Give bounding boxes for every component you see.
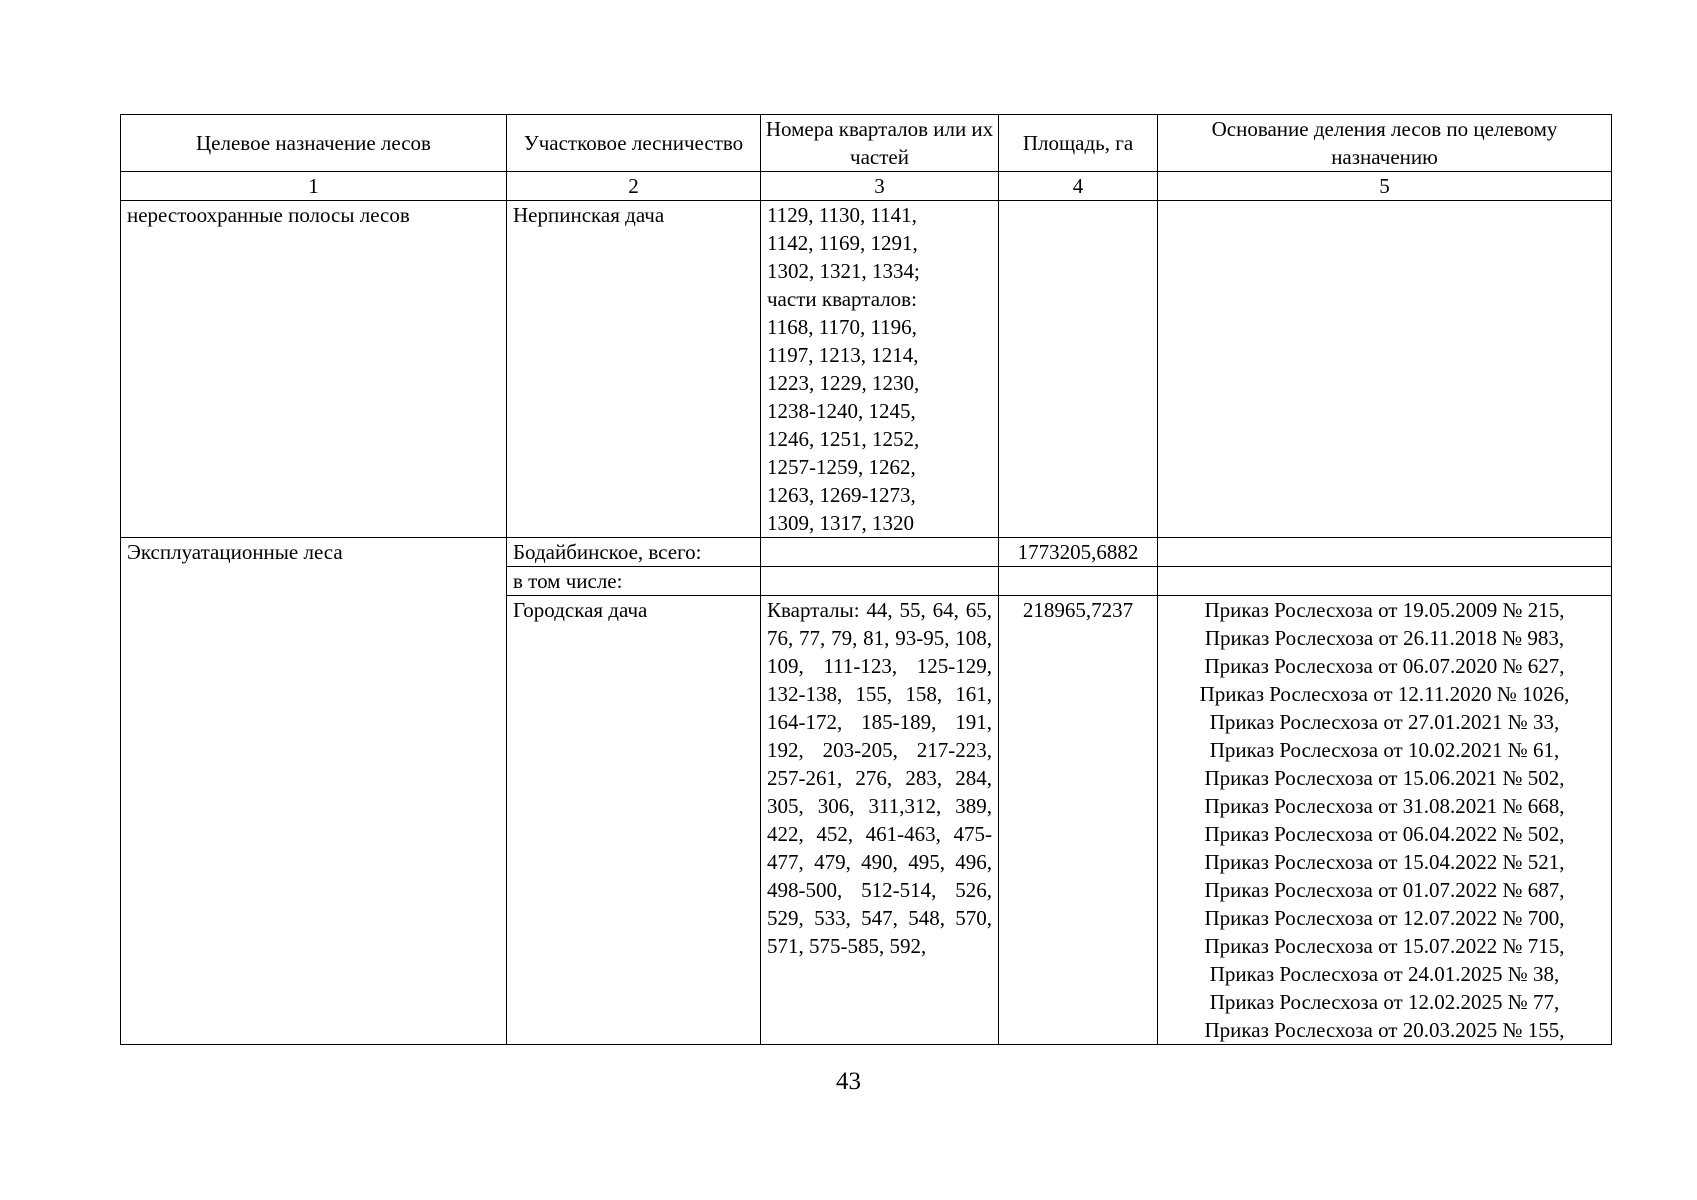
total-label-cell: Бодайбинское, всего: (507, 538, 761, 567)
forestry-cell: Нерпинская дача (507, 201, 761, 538)
column-number: 2 (507, 172, 761, 201)
table-body (121, 172, 1612, 1045)
including-label-cell: в том числе: (507, 567, 761, 596)
header-forestry: Участковое лесничество (507, 115, 761, 172)
column-number: 4 (999, 172, 1158, 201)
table-row (121, 538, 1612, 567)
table-header (121, 115, 1612, 172)
header-quarters: Номера кварталов или их частей (761, 115, 999, 172)
basis-cell: Приказ Рослесхоза от 19.05.2009 № 215, Приказ Рослесхоза от 26.11.2018 № 983, Приказ Рослесхоза от 06.07.2020 № 627, Приказ Рослесхоза от 12.11.2020 № 1026, Приказ Рослесхоза от 27.01.2021 № 33, Приказ Рослесхоза от 10.02.2021 № 61, Приказ Рослесхоза от 15.06.2021 № 502, Приказ Рослесхоза от 31.08.2021 № 668, Приказ Рослесхоза от 06.04.2022 № 502, Приказ Рослесхоза от 15.04.2022 № 521, Приказ Рослесхоза от 01.07.2022 № 687, Приказ Рослесхоза от 12.07.2022 № 700, Приказ Рослесхоза от 15.07.2022 № 715, Приказ Рослесхоза от 24.01.2025 № 38, Приказ Рослесхоза от 12.02.2025 № 77, Приказ Рослесхоза от 20.03.2025 № 155, (1158, 596, 1612, 1045)
area-cell: 218965,7237 (999, 596, 1158, 1045)
area-cell (999, 201, 1158, 538)
header-purpose: Целевое назначение лесов (121, 115, 507, 172)
basis-cell (1158, 538, 1612, 567)
header-row (121, 115, 1612, 172)
quarters-cell (761, 538, 999, 567)
forestry-cell: Городская дача (507, 596, 761, 1045)
header-basis: Основание деления лесов по целевому назначению (1158, 115, 1612, 172)
purpose-cell: нерестоохранные полосы лесов (121, 201, 507, 538)
quarters-cell: 1129, 1130, 1141, 1142, 1169, 1291, 1302, 1321, 1334; части кварталов: 1168, 1170, 1196, 1197, 1213, 1214, 1223, 1229, 1230, 1238-1240, 1245, 1246, 1251, 1252, 1257-1259, 1262, 1263, 1269-1273, 1309, 1317, 1320 (761, 201, 999, 538)
quarters-cell: Кварталы: 44, 55, 64, 65, 76, 77, 79, 81, 93-95, 108, 109, 111-123, 125-129, 132-138, 155, 158, 161, 164-172, 185-189, 191, 192, 203-205, 217-223, 257-261, 276, 283, 284, 305, 306, 311,312, 389, 422, 452, 461-463, 475-477, 479, 490, 495, 496, 498-500, 512-514, 526, 529, 533, 547, 548, 570, 571, 575-585, 592, (761, 596, 999, 1045)
forest-purpose-table (120, 114, 1612, 1045)
page-number: 43 (836, 1068, 861, 1095)
column-number-row (121, 172, 1612, 201)
purpose-cell: Эксплуатационные леса (121, 538, 507, 1045)
column-number: 1 (121, 172, 507, 201)
basis-cell (1158, 201, 1612, 538)
quarters-cell (761, 567, 999, 596)
area-cell (999, 567, 1158, 596)
total-area-cell: 1773205,6882 (999, 538, 1158, 567)
basis-cell (1158, 567, 1612, 596)
column-number: 5 (1158, 172, 1612, 201)
table-row (121, 201, 1612, 538)
column-number: 3 (761, 172, 999, 201)
header-area: Площадь, га (999, 115, 1158, 172)
